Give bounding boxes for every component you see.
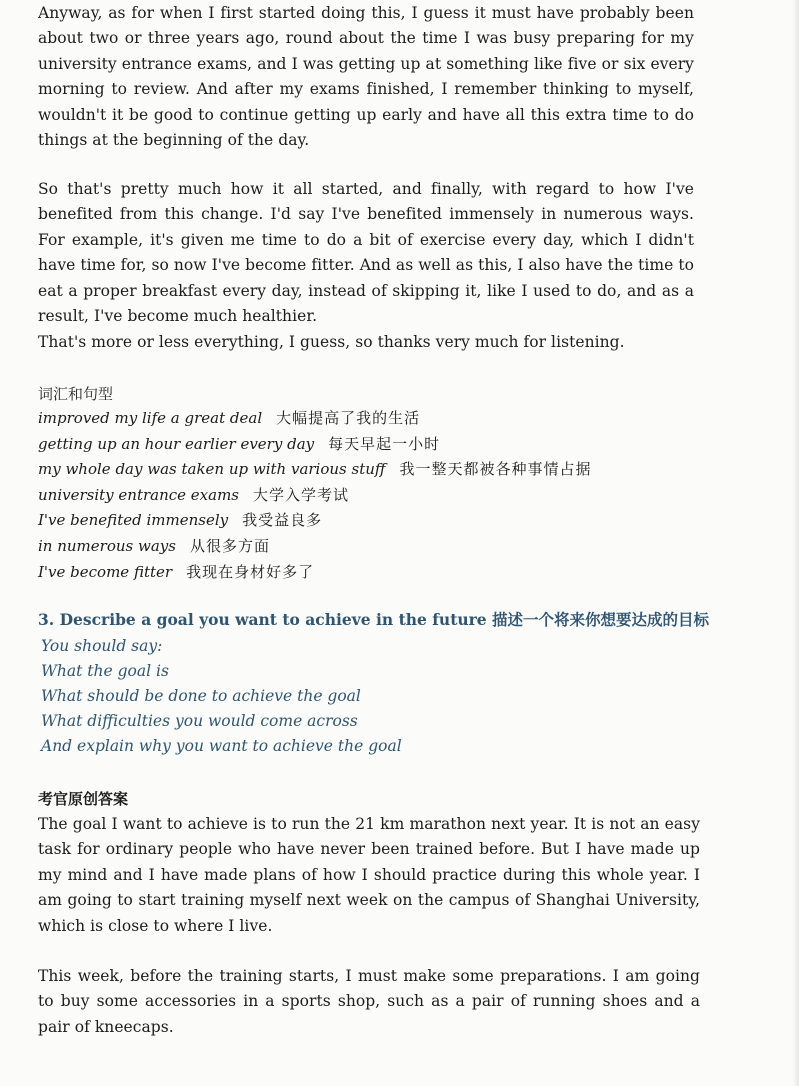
vocabulary-english: university entrance exams [38,485,239,504]
vocabulary-chinese: 每天早起一小时 [328,434,441,453]
paragraph-closing: That's more or less everything, I guess, so thanks very much for listening. [38,333,625,351]
vocabulary-english: getting up an hour earlier every day [38,434,315,453]
vocabulary-english: I've benefited immensely [38,511,229,530]
vocabulary-english: improved my life a great deal [38,409,263,427]
vocabulary-item [38,508,592,534]
vocabulary-item [38,483,592,509]
vocabulary-chinese: 我一整天都被各种事情占据 [399,460,592,479]
vocabulary-item [38,534,592,560]
paragraph-origin: Anyway, as for when I first started doing this, I guess it must have probably been about two or three years ago, round about the time I was busy preparing for my university entrance exams, and I was getting up at something like five or six every morning to review. And after my exams finished, I remember thinking to myself, wouldn't it be good to continue getting up early and have all this extra time to do things at the beginning of the day. [38,4,694,150]
vocabulary-english: I've become fitter [38,562,173,581]
vocabulary-item [38,560,592,586]
vocabulary-english: in numerous ways [38,536,176,555]
vocabulary-heading: 词汇和句型 [38,385,114,403]
vocabulary-english: my whole day was taken up with various stuff [38,460,386,479]
vocabulary-chinese: 大幅提高了我的生活 [276,409,421,427]
vocabulary-item [38,406,592,432]
vocabulary-chinese: 大学入学考试 [253,485,350,504]
section-title: 3. Describe a goal you want to achieve in the future 描述一个将来你想要达成的目标 [38,610,710,629]
page-edge-shadow [793,0,799,1086]
answer-paragraph-goal: The goal I want to achieve is to run the 21 km marathon next year. It is not an easy task for ordinary people who have never been trained before. But I have made up my mind and I have made plans of how I should practice during this whole year. I am going to start training myself next week on the campus of Shanghai University, which is close to where I live. [38,815,700,935]
cue-card-list [41,634,402,759]
vocabulary-chinese: 我现在身材好多了 [186,562,315,581]
cue-card-item: And explain why you want to achieve the goal [41,737,402,755]
vocabulary-chinese: 我受益良多 [242,511,323,530]
answer-paragraph-preparation: This week, before the training starts, I must make some preparations. I am going to buy some accessories in a sports shop, such as a pair of running shoes and a pair of kneecaps. [38,967,700,1036]
vocabulary-chinese: 从很多方面 [189,536,270,555]
answer-heading: 考官原创答案 [38,790,129,808]
vocabulary-list [38,406,592,585]
cue-card-item: What the goal is [41,662,169,680]
cue-card-item: What should be done to achieve the goal [41,687,361,705]
cue-card-item: What difficulties you would come across [41,712,358,730]
paragraph-benefits: So that's pretty much how it all started, and finally, with regard to how I've benefited from this change. I'd say I've benefited immensely in numerous ways. For example, it's given me time to do a bit of exercise every day, which I didn't have time for, so now I've become fitter. And as well as this, I also have the time to eat a proper breakfast every day, instead of skipping it, like I used to do, and as a result, I've become much healthier. [38,180,694,326]
vocabulary-item [38,432,592,458]
vocabulary-item [38,457,592,483]
cue-card-prompt: You should say: [41,637,163,655]
